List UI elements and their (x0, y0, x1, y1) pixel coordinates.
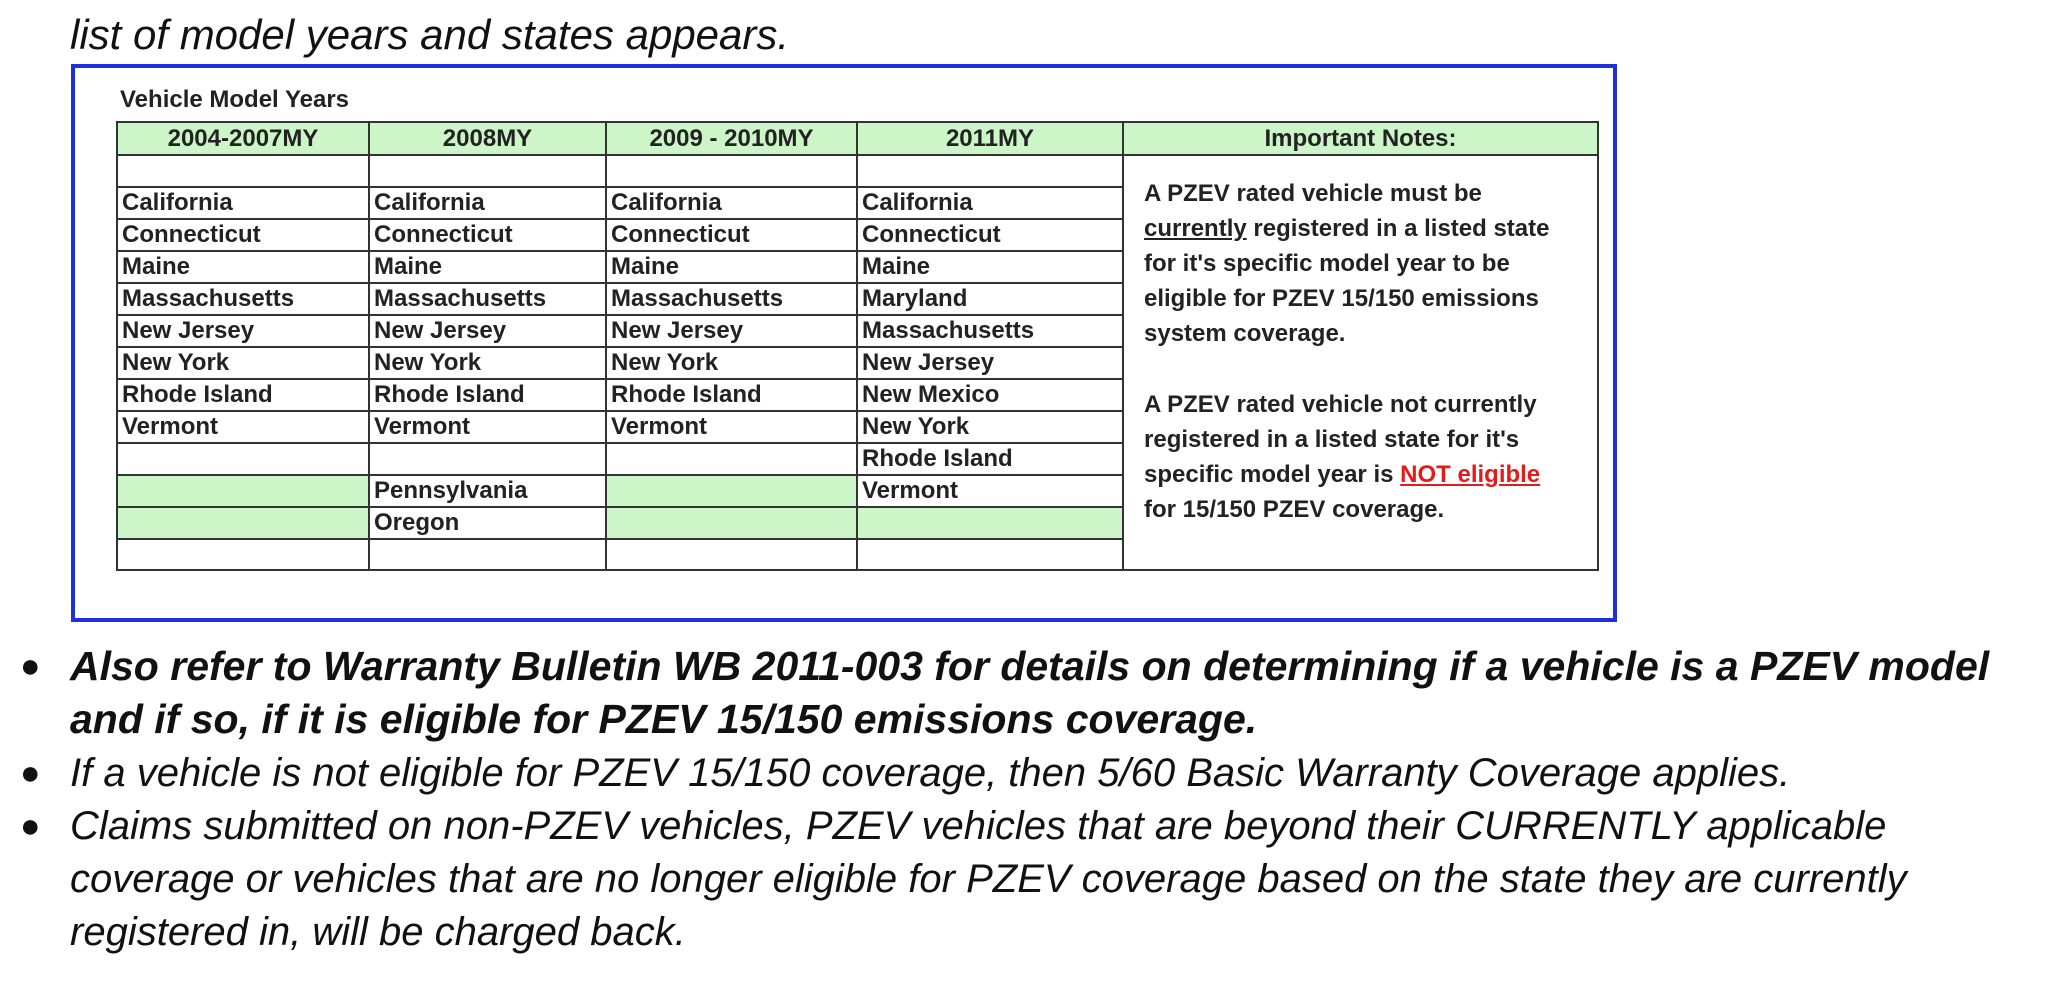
state-cell: Massachusetts (369, 283, 606, 315)
state-cell (857, 155, 1123, 187)
state-cell: New York (857, 411, 1123, 443)
table-header-row (117, 122, 1598, 155)
header-important-notes: Important Notes: (1123, 122, 1598, 155)
bullet-text: Claims submitted on non-PZEV vehicles, PZEV vehicles that are beyond their CURRENTLY applicable coverage or vehicles that are no longer eligible for PZEV coverage based on the state they are currently registered in, will be charged back. (70, 804, 1907, 954)
state-cell: Maine (857, 251, 1123, 283)
state-cell: Rhode Island (369, 379, 606, 411)
state-cell (117, 155, 369, 187)
state-cell (606, 443, 857, 475)
state-cell: Massachusetts (606, 283, 857, 315)
table-row (117, 155, 1598, 187)
bullet-item (20, 800, 2050, 959)
header-2011: 2011MY (857, 122, 1123, 155)
state-cell: Maryland (857, 283, 1123, 315)
bullet-text: If a vehicle is not eligible for PZEV 15/150 coverage, then 5/60 Basic Warranty Coverage applies. (70, 751, 1791, 795)
state-cell: New Jersey (606, 315, 857, 347)
state-cell: New Mexico (857, 379, 1123, 411)
note-1 (1144, 176, 1577, 351)
state-cell: California (369, 187, 606, 219)
table-title: Vehicle Model Years (120, 86, 350, 113)
header-2008: 2008MY (369, 122, 606, 155)
note-2-pre: A PZEV rated vehicle not currently registered in a listed state for it's specific model year is (1144, 391, 1537, 488)
state-cell: Pennsylvania (369, 475, 606, 507)
state-cell: New Jersey (369, 315, 606, 347)
bullet-dot: ● (20, 754, 41, 792)
state-cell: Massachusetts (117, 283, 369, 315)
note-2-post: for 15/150 PZEV coverage. (1144, 496, 1445, 523)
state-cell: Maine (369, 251, 606, 283)
state-cell: New York (117, 347, 369, 379)
bullet-dot: ● (20, 807, 41, 845)
state-cell (606, 507, 857, 539)
note-2-not-eligible: NOT eligible (1400, 461, 1541, 488)
state-cell: California (606, 187, 857, 219)
note-1-pre: A PZEV rated vehicle must be (1144, 180, 1482, 207)
note-2 (1144, 387, 1577, 527)
bullet-dot: ● (20, 647, 41, 685)
state-cell (369, 443, 606, 475)
state-cell: New York (369, 347, 606, 379)
state-cell: Maine (606, 251, 857, 283)
state-cell: California (857, 187, 1123, 219)
important-notes-cell (1123, 155, 1598, 570)
state-cell: New York (606, 347, 857, 379)
state-cell: Vermont (606, 411, 857, 443)
state-cell: Oregon (369, 507, 606, 539)
state-cell (606, 155, 857, 187)
state-cell (606, 475, 857, 507)
state-cell: Connecticut (117, 219, 369, 251)
state-cell: Connecticut (606, 219, 857, 251)
state-cell (369, 155, 606, 187)
bullet-list (20, 640, 2050, 959)
model-years-table (116, 121, 1599, 571)
state-cell: California (117, 187, 369, 219)
state-cell: New Jersey (117, 315, 369, 347)
state-cell (117, 507, 369, 539)
intro-line: list of model years and states appears. (70, 11, 790, 58)
state-cell: Connecticut (369, 219, 606, 251)
state-cell: Vermont (369, 411, 606, 443)
state-cell (606, 539, 857, 571)
bullet-item (20, 640, 2050, 746)
state-cell: Vermont (857, 475, 1123, 507)
state-cell (117, 475, 369, 507)
state-cell: Vermont (117, 411, 369, 443)
state-cell: Rhode Island (117, 379, 369, 411)
header-2004-2007: 2004-2007MY (117, 122, 369, 155)
state-cell (857, 539, 1123, 571)
state-cell: Rhode Island (606, 379, 857, 411)
state-cell: Maine (117, 251, 369, 283)
state-cell (117, 539, 369, 571)
note-1-underlined: currently (1144, 215, 1247, 242)
state-cell: Rhode Island (857, 443, 1123, 475)
header-2009-2010: 2009 - 2010MY (606, 122, 857, 155)
state-cell: New Jersey (857, 347, 1123, 379)
state-cell (857, 507, 1123, 539)
bullet-item (20, 747, 2050, 800)
bullet-text: Also refer to Warranty Bulletin WB 2011-003 for details on determining if a vehicle is a PZEV model and if so, if it is eligible for PZEV 15/150 emissions coverage. (70, 643, 1990, 742)
state-cell: Massachusetts (857, 315, 1123, 347)
note-1-post: registered in a listed state for it's specific model year to be eligible for PZEV 15/150 emissions system coverage. (1144, 215, 1550, 347)
state-cell (117, 443, 369, 475)
state-cell (369, 539, 606, 571)
state-cell: Connecticut (857, 219, 1123, 251)
